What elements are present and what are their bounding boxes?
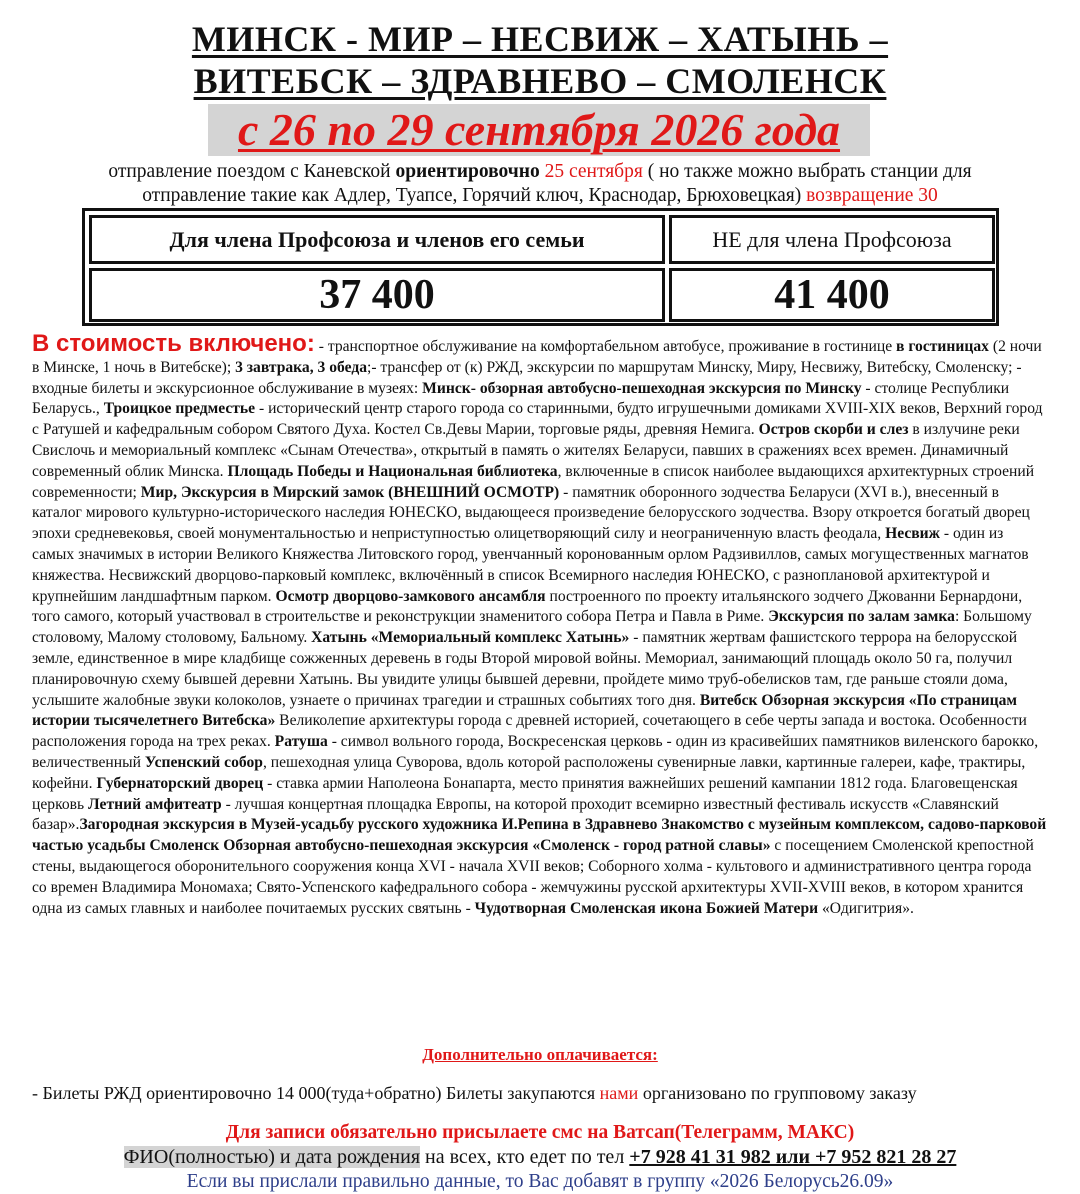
included-text: с посещением Смоленской крепостной стены, выдающегося оборонительного сооружения конца XVI - начала XVII веков; Соборного холма - культового и административного центра города со времен Владимира Мономаха; Свято-Успенского кафедрального собора - жемчужины русской архитектуры XVII-XVIII веков, в котором хранится одна из самых главных и наиболее почитаемых русских святынь - [32, 837, 1034, 917]
included-highlight: Экскурсия по залам замка [768, 608, 955, 626]
included-highlight: Летний амфитеатр [88, 795, 222, 813]
departure-line-1 [0, 160, 1080, 184]
included-text: : Большому столовому, Малому столовому, Бальному. [32, 608, 1032, 647]
return-date: возвращение 30 [806, 185, 938, 206]
included-highlight: Остров скорби и слез [758, 421, 909, 439]
included-heading: В стоимость включено: [32, 330, 315, 357]
included-highlight: Витебск Обзорная экскурсия «По страницам истории тысячелетнего Витебска» [32, 691, 1018, 730]
included-text: - столице Республики Беларусь., [32, 379, 1010, 418]
included-highlight: 3 завтрака, 3 обеда [235, 358, 367, 376]
included-text: «Одигитрия». [818, 899, 914, 917]
included-highlight: Губернаторский дворец [96, 774, 264, 792]
included-highlight: Успенский собор [144, 753, 263, 771]
phone-numbers[interactable]: +7 928 41 31 982 или +7 952 821 28 27 [629, 1146, 957, 1168]
fio-highlight: ФИО(полностью) и дата рождения [123, 1146, 421, 1168]
route-title-line-2: ВИТЕБСК – ЗДРАВНЕВО – СМОЛЕНСК [193, 61, 887, 101]
departure-text: отправление поездом с Каневской [108, 161, 396, 182]
contact-text: на всех, кто едет по тел [420, 1146, 630, 1168]
extra-text-2: организовано по групповому заказу [638, 1083, 917, 1103]
included-highlight: Чудотворная Смоленская икона Божией Матери [474, 899, 819, 917]
included-text: в излучине реки Свислочь и мемориальный комплекс «Сынам Отечества», открытый в память о жителях Беларуси, павших в сражениях всех времен. Динамичный современный облик Минска. [32, 421, 1020, 480]
included-text: - транспортное обслуживание на комфортабельном автобусе, проживание в гостинице [314, 338, 897, 355]
included-highlight: Мир, Экскурсия в Мирский замок (ВНЕШНИЙ ОСМОТР) [140, 483, 560, 501]
included-highlight: Осмотр дворцово-замкового ансамбля [275, 587, 546, 605]
tour-dates [208, 104, 870, 156]
tour-dates-text: с 26 по 29 сентября 2026 года [237, 104, 841, 155]
included-highlight: Ратуша [274, 733, 328, 751]
extra-payment-heading: Дополнительно оплачивается: [422, 1045, 658, 1064]
price-table [82, 208, 999, 326]
included-text: - один из самых значимых в истории Великого Княжества Литовского город, увенчанный коронованным орлом Радзивиллов, самых могущественных магнатов княжества. Несвижский дворцово-парковый комплекс, включённый в список Всемирного наследия ЮНЕСКО, с разноплановой архитектурой и крупнейшим ландшафтным парком. [32, 525, 1029, 605]
departure-date: 25 сентября [539, 161, 643, 182]
member-price-label: Для члена Профсоюза и членов его семьи [89, 215, 665, 264]
included-text: , включенные в список наиболее выдающихся архитектурных строений современности; [32, 462, 1035, 501]
included-text: построенного по проекту итальянского зодчего Джованни Бернардони, того самого, который участвовал в строительстве и реконструкции знаменитого собора Петра и Павла в Риме. [32, 587, 1023, 626]
departure-text-2: ( но также можно выбрать станции для [642, 161, 972, 182]
included-text: Великолепие архитектуры города с древней историей, сочетающего в себе черты запада и востока. Особенности расположения города на трех реках. [32, 712, 1027, 751]
included-highlight: Загородная экскурсия в Музей-усадьбу русского художника И.Репина в Здравнево Знакомство с музейным комплексом, садово-парковой частью усадьбы Смоленск Обзорная автобусно-пешеходная экскурсия «Смоленск - город ратной славы» [32, 816, 1047, 855]
nonmember-price-label: НЕ для члена Профсоюза [669, 215, 995, 264]
included-text: - ставка армии Наполеона Бонапарта, место принятия важнейших решений кампании 1812 года. Благовещенская церковь [32, 774, 1018, 813]
extra-text: - Билеты РЖД ориентировочно 14 000(туда+обратно) Билеты закупаются [32, 1083, 600, 1103]
signup-heading: Для записи обязательно присылаете смс на Ватсап(Телеграмм, МАКС) [225, 1122, 855, 1143]
included-highlight: в гостиницах [896, 338, 989, 355]
group-note: Если вы прислали правильно данные, то Вас добавят в группу «2026 Белорусь26.09» [186, 1171, 894, 1192]
extra-payment-line [32, 1081, 1062, 1105]
nonmember-price: 41 400 [669, 268, 995, 322]
included-highlight: Хатынь «Мемориальный комплекс Хатынь» [311, 629, 630, 647]
extra-highlight: нами [599, 1083, 639, 1103]
included-highlight: Несвиж [885, 525, 940, 543]
included-highlight: Троицкое предместье [103, 400, 256, 418]
member-price: 37 400 [89, 268, 665, 322]
route-title-line-1: МИНСК - МИР – НЕСВИЖ – ХАТЫНЬ – [191, 19, 889, 59]
included-text: - памятник жертвам фашистского террора на белорусской земле, единственное в мире кладбище сожженных деревень в годы Второй мировой войны. Мемориал, занимающий площадь около 50 га, получил планировочную схему бывшей деревни Хатынь. Вы увидите улицы бывшей деревни, пройдете мимо труб-обелисков там, где раньше стояли дома, услышите жалобные звуки колоколов, узнаете о причинах трагедии и страшных событиях того дня. [32, 629, 1018, 709]
included-text: ;- трансфер от (к) РЖД, экскурсии по маршрутам Минску, Миру, Несвижу, Витебску, Смоленску; - входные билеты и экскурсионное обслуживание в музеях: [32, 358, 1022, 397]
departure-line-2 [0, 184, 1080, 208]
included-text: - символ вольного города, Воскресенская церковь - один из красивейших памятников виленского барокко, величественный [32, 733, 1039, 771]
included-text: - лучшая концертная площадка Европы, на которой проходит всемирно известный фестиваль искусств «Славянский базар». [32, 795, 999, 834]
included-text: - исторический центр старого города со старинными, будто игрушечными домиками XVIII-XIX веков, Верхний город с Ратушей и кафедральным собором Святого Духа. Костел Св.Девы Марии, торговые ряды, древняя Немига. [32, 400, 1043, 439]
included-description [32, 330, 1048, 919]
contact-line [0, 1145, 1080, 1169]
departure-stations: отправление такие как Адлер, Туапсе, Горячий ключ, Краснодар, Брюховецкая) [142, 185, 807, 206]
included-text: - памятник оборонного зодчества Беларуси (XVI в.), внесенный в каталог мирового культурно-исторического наследия ЮНЕСКО, выдающееся произведение белорусского зодчества. Взору откроется богатый дворец эпохи средневековья, своей монументальностью и неприступностью олицетворяющий силу и неограниченную власть феодала, [32, 483, 1030, 543]
included-highlight: Минск- обзорная автобусно-пешеходная экскурсия по Минску [422, 379, 862, 397]
departure-approx: ориентировочно [395, 161, 540, 182]
included-text: , пешеходная улица Суворова, вдоль которой расположены сувенирные лавки, картинные галереи, кафе, трактиры, кофейни. [32, 753, 1026, 792]
included-text: (2 ночи в Минске, 1 ночь в Витебске); [32, 338, 1042, 376]
included-highlight: Площадь Победы и Национальная библиотека [227, 462, 558, 480]
